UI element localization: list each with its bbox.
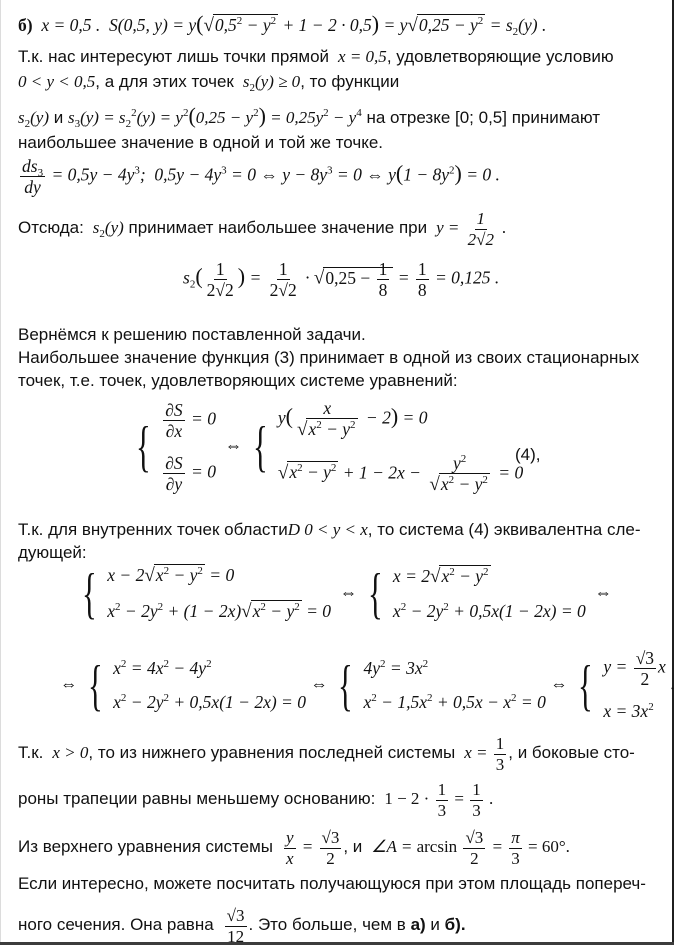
system-6: ⇔ { $x^2 = 4x^2 - 4y^2$ $x^2 - 2y^2 + 0,5x(1 - 2x) = 0$ ⇔ { $4y^2 = 3x^2$ $x^2 - 1,5x^2 + 0,5x - x^2 = 0$ ⇔ { y = $\frac{√3}{2}$ x $x = 3x^2$ . [60, 648, 675, 722]
line-inner: Т.к. для внутренних точек областиD 0 < y < x, то система (4) эквивалентна сле- [18, 520, 641, 539]
text-equiv1: , то система (4) эквивалентна сле- [367, 520, 641, 539]
text-onseg: на отрезке [0; 0,5] принимают [366, 108, 601, 127]
text-xpos: Т.к. [18, 742, 44, 762]
line-hence: Отсюда: $s_2(y)$ принимает наибольшее значение при y = $\frac{1}{2√2}$ . [18, 209, 507, 249]
text-sides2: роны трапеции равны меньшему основанию: [18, 788, 376, 808]
text-andfor: , а для этих точек [95, 72, 234, 91]
text-more: . Это больше, чем в [248, 914, 406, 934]
line-item-b: б) x = 0,5 . S(0,5, $y) = y(√0,5^2 - y^2 + 1 - 2 \cdot 0,5) = y√0,25 - y^2 = s_2(y)$ . [18, 11, 547, 38]
text-fromlower: , то из нижнего уравнения последней системы [88, 742, 456, 762]
text-points: Т.к. нас интересуют лишь точки прямой [18, 47, 330, 66]
text-thenfn: , то функции [300, 72, 400, 91]
line-interest1 [18, 873, 646, 894]
line-sides2: роны трапеции равны меньшему основанию: 1 − 2 · $\frac{1}{3}$ = $\frac{1}{3}$ . [18, 780, 494, 820]
text-andA: , и [343, 836, 363, 856]
text-andb: и [430, 914, 440, 934]
text-eqnum: (4), [515, 445, 541, 464]
page-edge-right [672, 0, 674, 945]
text-equiv2: дующей: [18, 543, 87, 562]
line-condition: 0 < y < 0,5, а для этих точек $s_2(y) \ge 0$, то функции [18, 72, 400, 94]
label-a: а) [410, 914, 426, 934]
text-hence: Отсюда: [18, 217, 84, 237]
text-fn3a: Наибольшее значение функция (3) принимает в одной из своих стационарных [18, 348, 640, 367]
line-xpos: Т.к. x > 0, то из нижнего уравнения последней системы x = $\frac{1}{3}$ , и боковые сто- [18, 734, 635, 774]
s2-value-equation: $s_2$( $\frac{1}{2√2}$ ) = $\frac{1}{2√2}$ · √0,25 − $\frac{1}{8}$ = $\frac{1}{8}$ = 0,125 . [183, 259, 500, 301]
text-sides1: , и боковые сто- [508, 742, 635, 762]
line-functions: $s_2(y)$ и $s_3(y) = s_2^2(y) = y^2(0,25 - y^2) = 0,25y^2 - y^4$ на отрезке [0; 0,5] принимают [18, 103, 601, 130]
system-5: { $x - 2√x^2 - y^2 = 0$ $x^2 - 2y^2 + (1 - 2x)√x^2 - y^2 = 0$ ⇔ { $x = 2√x^2 - y^2$ $x^2 - 2y^2 + 0,5x(1 - 2x) = 0$ ⇔ [82, 562, 613, 625]
text-satisfy: , удовлетворяющие условию [386, 47, 614, 66]
text-fromupper: Из верхнего уравнения системы [18, 836, 273, 856]
text-interest2: ного сечения. Она равна [18, 914, 214, 934]
text-takesmax: принимает наибольшее значение при [128, 217, 428, 237]
label-b: б). [444, 914, 466, 934]
page-edge-left [0, 0, 1, 945]
line-back [18, 324, 366, 345]
text-and: и [53, 108, 64, 127]
text-fn3b: точек, т.е. точек, удовлетворяющих системе уравнений: [18, 371, 458, 390]
text-maxsame: наибольшее значение в одной и той же точке. [18, 133, 384, 152]
derivative-equation: $\frac{ds_3}{dy}$ = $0,5y - 4y^3$; $0,5y - 4y^3 = 0$ ⇔ $y - 8y^3 = 0$ ⇔ $y(1 - 8y^2) = 0$ . [22, 156, 500, 198]
system-4: { $\frac{\partial S}{\partial x}$ = 0 $\frac{\partial S}{\partial y}$ = 0 ⇔ { y( $\frac{x}{√x^2 - y^2}$ − 2) = 0 $√x^2 - y^2 + 1 - 2x$ − $\frac{y^2}{√x^2 - y^2}$ = 0 [136, 398, 524, 496]
text-inner: Т.к. для внутренних точек области [18, 520, 288, 539]
line-points: Т.к. нас интересуют лишь точки прямой x = 0,5, удовлетворяющие условию [18, 47, 614, 66]
line-fn3b [18, 370, 458, 391]
text-back: Вернёмся к решению поставленной задачи. [18, 325, 366, 344]
line-fn3a [18, 347, 639, 368]
line-fromupper: Из верхнего уравнения системы $\frac{y}{x}$ = $\frac{√3}{2}$ , и ∠A = arcsin $\frac{√3}{2}$ = $\frac{\pi}{3}$ = 60°. [18, 828, 570, 868]
line-equiv2 [18, 542, 87, 563]
text-interest1: Если интересно, можете посчитать получающуюся при этом площадь попереч- [18, 874, 646, 893]
item-b-label: б) [18, 15, 33, 35]
line-maxsame [18, 132, 383, 153]
line-interest2: ного сечения. Она равна $\frac{√3}{12}$ . Это больше, чем в а) и б). [18, 906, 466, 946]
system-number [515, 444, 541, 465]
